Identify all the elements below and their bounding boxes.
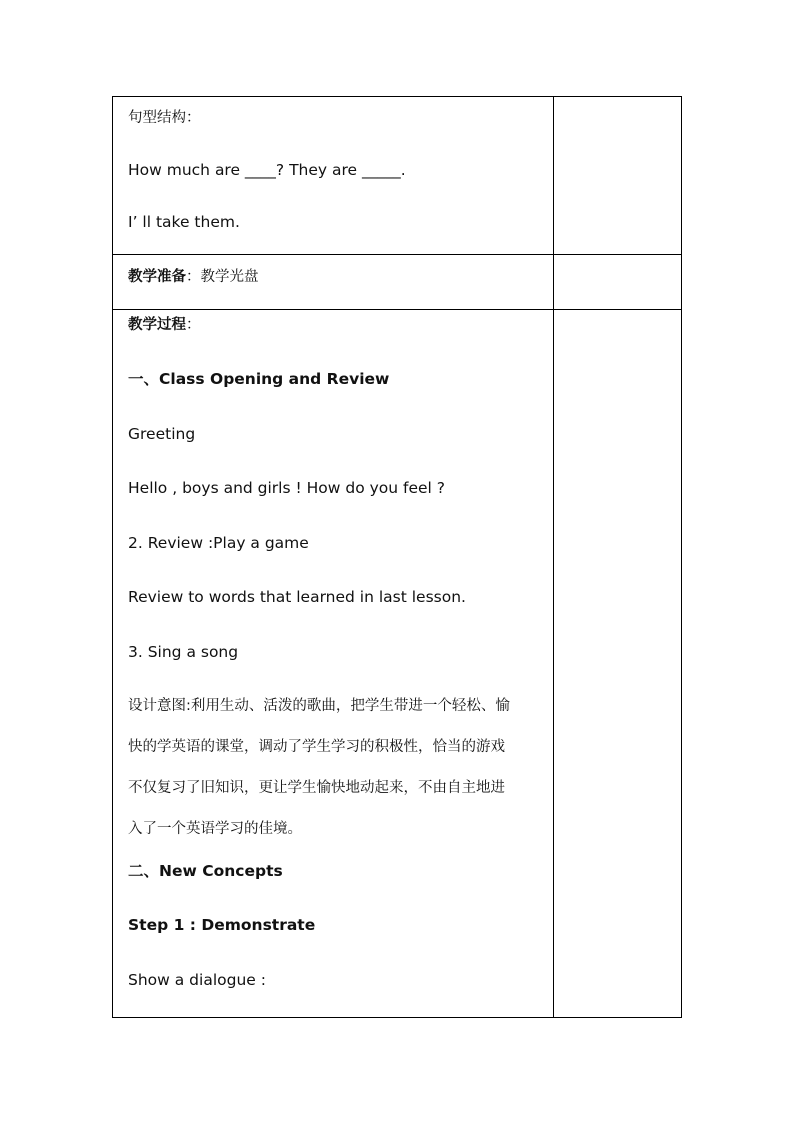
prep-label: 教学准备 [128, 269, 186, 285]
design-line: 不仅复习了旧知识，更让学生愉快地动起来，不由自主地进 [128, 780, 505, 796]
process-separator: ： [186, 317, 201, 333]
structure-heading: 句型结构： [128, 110, 201, 126]
section-2-title: New Concepts [159, 862, 283, 880]
sentence-pattern-1: How much are ____? They are _____. [128, 161, 406, 179]
review-description: Review to words that learned in last lesson. [128, 588, 466, 606]
show-dialogue-text: Show a dialogue : [128, 971, 266, 989]
hello-text: Hello , boys and girls ! How do you feel ? [128, 479, 446, 497]
greeting-text: Greeting [128, 425, 196, 443]
notes-cell [554, 97, 682, 255]
lesson-plan-table [112, 96, 682, 1018]
section-1-number: 一、 [128, 370, 160, 388]
prep-value: 教学光盘 [200, 269, 259, 285]
section-2-number: 二、 [128, 862, 160, 880]
notes-cell [554, 255, 682, 310]
table-row [113, 97, 682, 255]
section-2-heading [128, 861, 283, 881]
sentence-pattern-2: I’ ll take them. [128, 213, 240, 231]
design-line: 快的学英语的课堂，调动了学生学习的积极性，恰当的游戏 [128, 739, 505, 755]
section-1-title: Class Opening and Review [159, 370, 390, 388]
review-text: 2. Review :Play a game [128, 534, 309, 552]
table-row [113, 255, 682, 310]
design-line: 设计意图:利用生动、活泼的歌曲，把学生带进一个轻松、愉 [128, 698, 510, 714]
prep-separator: ： [186, 269, 201, 285]
step-1-heading: Step 1 : Demonstrate [128, 916, 316, 934]
table-row [113, 310, 682, 1018]
design-intent-paragraph [128, 686, 548, 850]
design-line: 入了一个英语学习的佳境。 [128, 821, 302, 837]
section-1-heading [128, 369, 389, 389]
process-label: 教学过程 [128, 317, 186, 333]
sing-text: 3. Sing a song [128, 643, 239, 661]
prep-cell [113, 255, 554, 310]
notes-cell [554, 310, 682, 1018]
process-cell [113, 310, 554, 1018]
structure-cell [113, 97, 554, 255]
